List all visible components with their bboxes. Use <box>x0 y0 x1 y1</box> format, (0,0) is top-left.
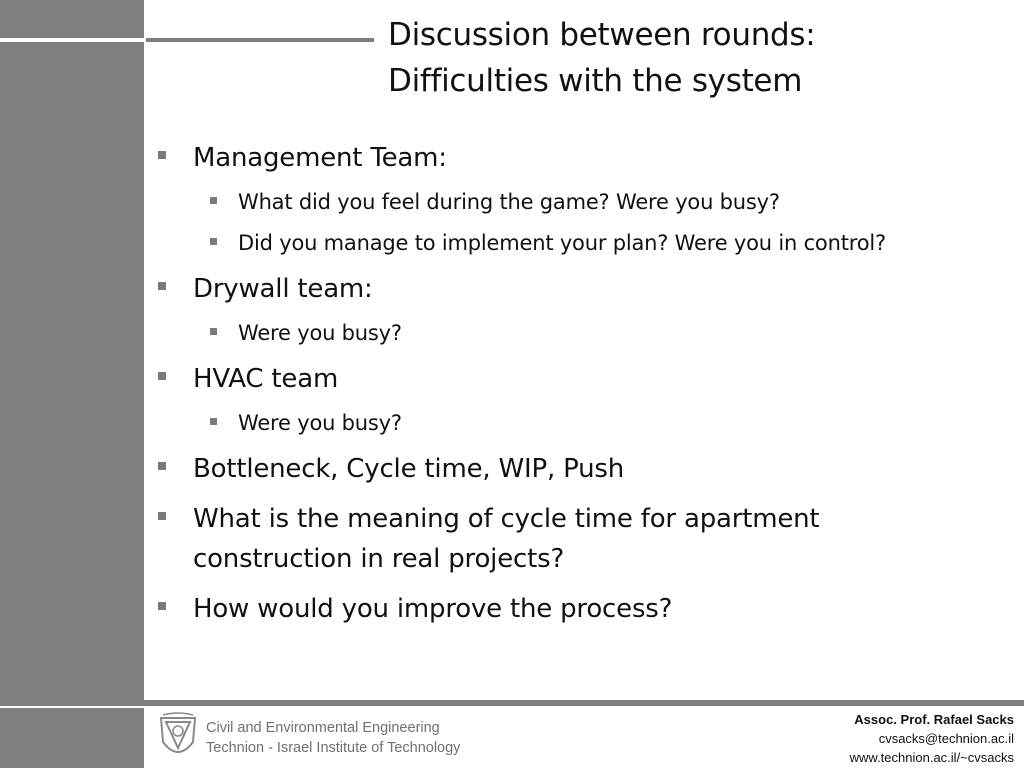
author-email[interactable]: cvsacks@technion.ac.il <box>878 731 1014 746</box>
title-rule-right <box>146 38 374 42</box>
sidebar-bottom-band <box>0 708 144 768</box>
title-line-2: Difficulties with the system <box>388 63 803 99</box>
square-bullet-icon <box>158 602 166 610</box>
square-bullet-icon <box>210 197 217 204</box>
footer-rule-thin <box>0 706 1024 708</box>
square-bullet-icon <box>158 462 166 470</box>
square-bullet-icon <box>158 151 166 159</box>
technion-emblem-icon <box>157 712 199 764</box>
square-bullet-icon <box>158 372 166 380</box>
title-line-1: Discussion between rounds: <box>388 17 816 53</box>
square-bullet-icon <box>158 512 166 520</box>
left-sidebar-band <box>0 0 144 768</box>
author-info <box>850 710 1014 767</box>
sub-bullet-text: Were you busy? <box>238 321 402 345</box>
bullet-text: Bottleneck, Cycle time, WIP, Push <box>193 454 625 484</box>
institute-name: Technion - Israel Institute of Technology <box>206 740 461 756</box>
square-bullet-icon <box>210 328 217 335</box>
department-name: Civil and Environmental Engineering <box>206 720 440 736</box>
square-bullet-icon <box>210 238 217 245</box>
square-bullet-icon <box>210 418 217 425</box>
bullet-text: HVAC team <box>193 364 339 394</box>
slide-title <box>388 12 1008 104</box>
title-rule-left <box>0 38 144 42</box>
sub-bullet-text: What did you feel during the game? Were you busy? <box>238 190 780 214</box>
bullet-text: What is the meaning of cycle time for apartment construction in real projects? <box>193 504 820 574</box>
bullet-text: Management Team: <box>193 143 447 173</box>
sub-bullet-text: Did you manage to implement your plan? Were you in control? <box>238 231 886 255</box>
square-bullet-icon <box>158 282 166 290</box>
author-name: Assoc. Prof. Rafael Sacks <box>854 712 1014 727</box>
department-info <box>206 718 460 758</box>
sub-bullet-text: Were you busy? <box>238 411 402 435</box>
author-url[interactable]: www.technion.ac.il/~cvsacks <box>849 750 1014 765</box>
bullet-text: How would you improve the process? <box>193 594 673 624</box>
bullet-text: Drywall team: <box>193 274 373 304</box>
